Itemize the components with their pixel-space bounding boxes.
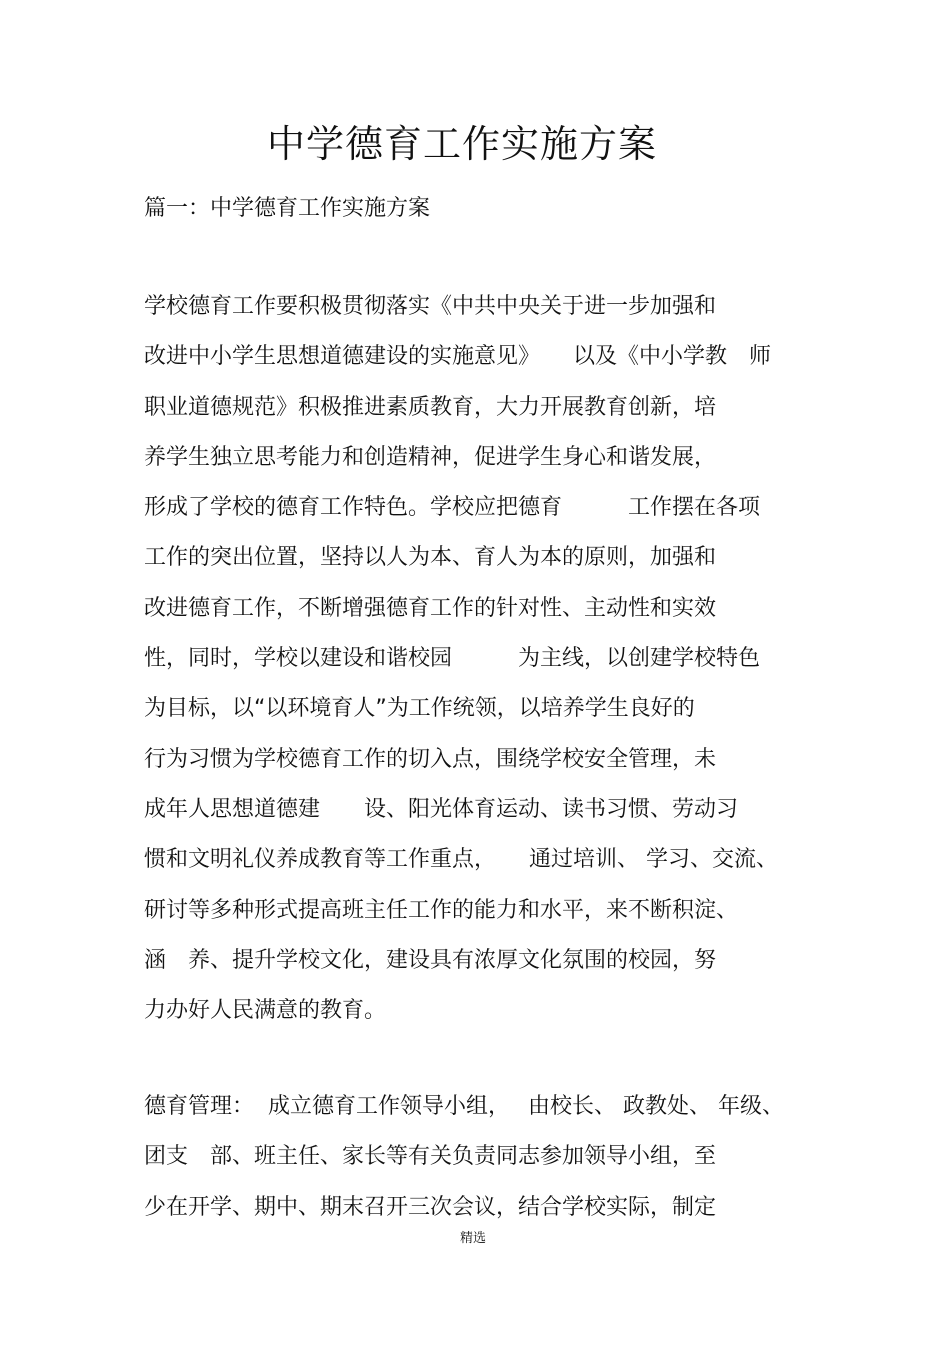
text-line: 工作的突出位置，坚持以人为本、育人为本的原则，加强和 (144, 545, 717, 571)
text-line: 为目标，以“以环境育人”为工作统领，以培养学生良好的 (144, 696, 695, 722)
text-line: 改进德育工作，不断增强德育工作的针对性、主动性和实效 (144, 595, 717, 621)
text-line: 少在开学、期中、期末召开三次会议，结合学校实际，制定 (144, 1194, 717, 1220)
text-line: 学校德育工作要积极贯彻落实《中共中央关于进一步加强和 (144, 294, 717, 319)
page-footer-label: 精选 (459, 1231, 486, 1246)
text-line: 形成了学校的德育工作特色。学校应把德育 工作摆在各项 (144, 495, 761, 521)
text-line: 成年人思想道德建 设、阳光体育运动、读书习惯、劳动习 (144, 796, 739, 822)
paragraph-intro (144, 290, 778, 1044)
text-line: 惯和文明礼仪养成教育等工作重点， 通过培训、 学习、交流、 (144, 847, 778, 873)
text-line: 涵 养、提升学校文化，建设具有浓厚文化氛围的校园，努 (144, 947, 717, 973)
text-line: 行为习惯为学校德育工作的切入点，围绕学校安全管理，未 (144, 746, 717, 772)
text-line: 研讨等多种形式提高班主任工作的能力和水平，来不断积淀、 (144, 897, 739, 923)
text-line: 德育管理： 成立德育工作领导小组， 由校长、 政教处、 年级、 (144, 1094, 784, 1119)
document-subtitle: 篇一：中学德育工作实施方案 (144, 196, 431, 221)
document-title: 中学德育工作实施方案 (266, 122, 657, 166)
text-line: 养学生独立思考能力和创造精神，促进学生身心和谐发展， (144, 444, 717, 470)
text-line: 力办好人民满意的教育。 (144, 998, 387, 1024)
text-line: 职业道德规范》积极推进素质教育，大力开展教育创新，培 (144, 394, 717, 420)
text-line: 改进中小学生思想道德建设的实施意见》 以及《中小学教 师 (144, 344, 772, 370)
text-line: 团支 部、班主任、家长等有关负责同志参加领导小组，至 (144, 1144, 717, 1170)
text-line: 性，同时，学校以建设和谐校园 为主线，以创建学校特色 (144, 646, 761, 672)
paragraph-management (144, 1090, 784, 1241)
